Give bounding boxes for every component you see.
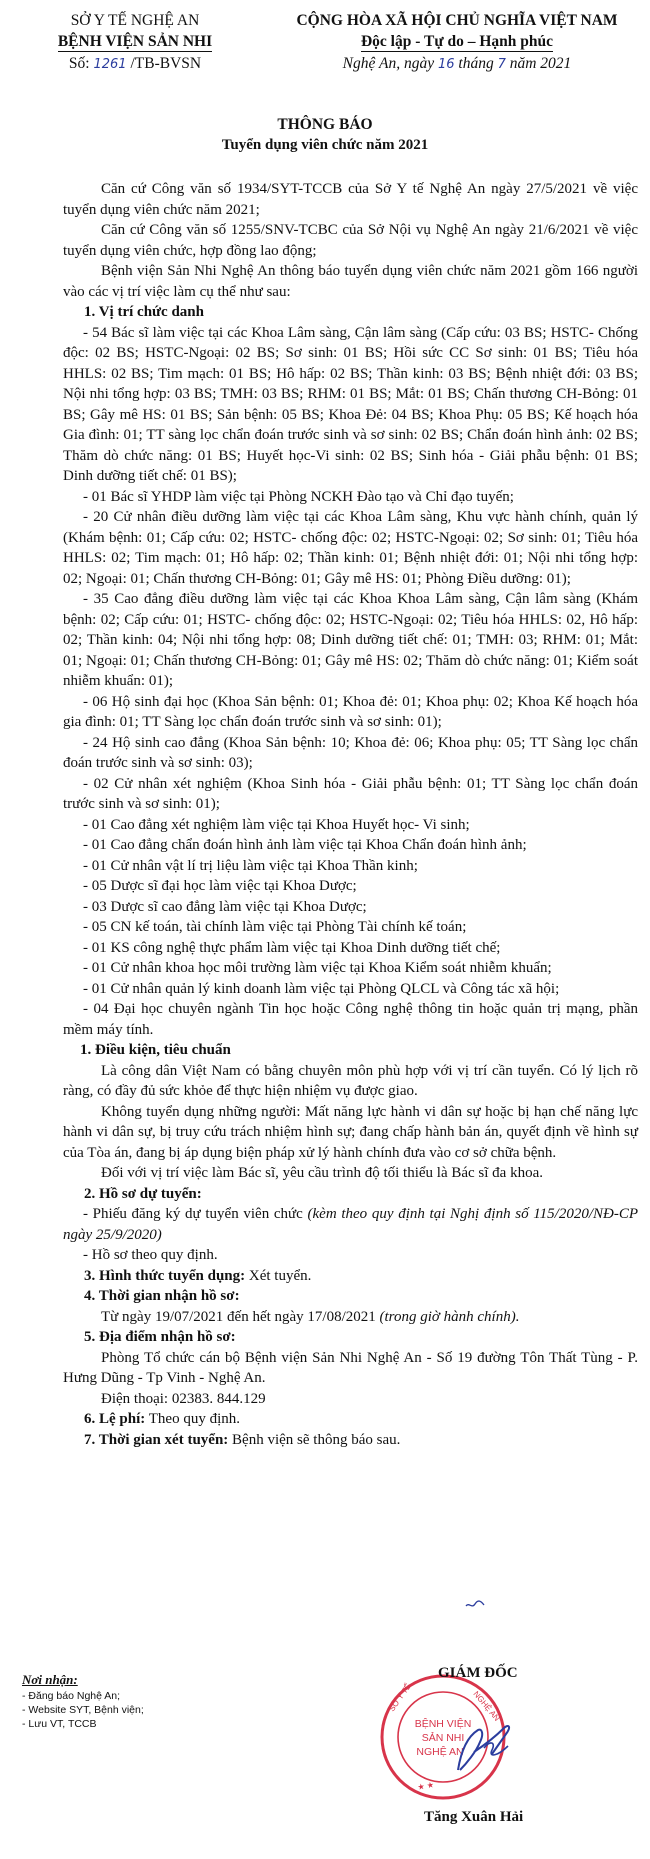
signer-title: GIÁM ĐỐC xyxy=(438,1665,518,1681)
intro-paragraph: Căn cứ Công văn số 1934/SYT-TCCB của Sở Y tế Nghệ An ngày 27/5/2021 về việc tuyển dụng viên chức năm 2021; xyxy=(63,181,638,218)
position-item: - 01 Cử nhân khoa học môi trường làm việc tại Khoa Kiểm soát nhiễm khuẩn; xyxy=(83,960,552,976)
issue-date xyxy=(272,53,642,75)
date-month: 7 xyxy=(497,57,506,72)
date-mid: tháng xyxy=(454,55,498,72)
section-heading-positions: 1. Vị trí chức danh xyxy=(84,304,204,320)
position-item: - 20 Cử nhân điều dưỡng làm việc tại các Khoa Lâm sàng, Khu vực hành chính, quản lý (Khám bệnh: 01; Cấp cứu: 02; HSTC- chống độc: 02; HSTC-Ngoại: 02; Sơ sinh: 01; Tiêu hóa HHLS: 02; Tim mạch: 01; Hô hấp: 02; Thần kinh: 01; Bệnh nhiệt đới: 01; Nội nhi tổng hợp: 02; Ngoại: 01; Chấn thương CH-Bỏng: 01; Gây mê HS: 01; Phòng Điều dưỡng: 01); xyxy=(63,509,638,587)
issuer-parent-org: SỞ Y TẾ NGHỆ AN xyxy=(70,12,200,29)
time-text xyxy=(63,1307,638,1328)
recipient-item: - Đăng báo Nghệ An; xyxy=(22,1690,121,1702)
svg-text:SỞ Y TẾ: SỞ Y TẾ xyxy=(387,1681,413,1714)
position-item: - 01 KS công nghệ thực phẩm làm việc tại Khoa Dinh dưỡng tiết chế; xyxy=(83,939,501,956)
phone-text: Điện thoại: 02383. 844.129 xyxy=(101,1390,266,1407)
position-item: - 04 Đại học chuyên ngành Tin học hoặc Công nghệ thông tin hoặc quản trị mạng, phần mềm máy tính. xyxy=(63,1001,638,1038)
document-number xyxy=(20,53,250,75)
svg-text:★ ★: ★ ★ xyxy=(416,1780,435,1792)
recipients-block xyxy=(22,1673,252,1731)
place-text: Phòng Tổ chức cán bộ Bệnh viện Sản Nhi Nghệ An - Số 19 đường Tôn Thất Tùng - P. Hưng Dũng - Tp Vinh - Nghệ An. xyxy=(63,1349,638,1386)
issuer-block xyxy=(20,10,250,75)
section-heading-conditions: 1. Điều kiện, tiêu chuẩn xyxy=(80,1042,231,1058)
seal-text: NGHỆ AN xyxy=(416,1746,464,1758)
nation-name: CỘNG HÒA XÃ HỘI CHỦ NGHĨA VIỆT NAM xyxy=(296,12,618,29)
intro-paragraph: Bệnh viện Sản Nhi Nghệ An thông báo tuyển dụng viên chức năm 2021 gồm 166 người vào các vị trí việc làm cụ thể như sau: xyxy=(63,263,638,300)
section-heading-place: 5. Địa điểm nhận hồ sơ: xyxy=(84,1329,236,1345)
document-subtitle: Tuyển dụng viên chức năm 2021 xyxy=(221,137,429,153)
seal-text: SẢN NHI xyxy=(421,1732,465,1744)
fee-value: Theo quy định. xyxy=(145,1411,240,1427)
section-fee xyxy=(63,1409,638,1430)
date-suffix: năm 2021 xyxy=(505,55,572,72)
doc-no-handwritten: 1261 xyxy=(93,57,127,72)
position-item: - 35 Cao đẳng điều dưỡng làm việc tại các Khoa Khoa Lâm sàng, Cận lâm sàng (Khám bệnh: 02; Cấp cứu: 01; HSTC- chống độc: 02; HSTC-Ngoại: 02; Tiêu hóa HHLS: 02, Hô hấp: 02; Thần kinh: 04; Nội nhi tổng hợp: 08; Dinh dưỡng tiết chế: 01; TMH: 03; RHM: 01; Mắt: 01; Ngoại: 01; Chấn thương CH-Bỏng: 01; Gây mê HS: 02; Thăm dò chức năng: 01; Kiểm soát nhiễm khuẩn: 01); xyxy=(63,591,638,689)
recruit-form-value: Xét tuyển. xyxy=(245,1267,312,1284)
position-item: - 24 Hộ sinh cao đẳng (Khoa Sản bệnh: 10; Khoa đẻ: 06; Khoa phụ: 05; TT Sàng lọc chẩn đoán trước sinh và sơ sinh: 03); xyxy=(63,734,638,771)
doc-no-prefix: Số: xyxy=(68,55,94,72)
section-recruit-form xyxy=(63,1266,638,1287)
dossier-item-text: - Phiếu đăng ký dự tuyển viên chức xyxy=(83,1206,308,1222)
position-item: - 01 Cao đẳng xét nghiệm làm việc tại Khoa Huyết học- Vi sinh; xyxy=(83,816,470,833)
seal-text: BỆNH VIỆN xyxy=(414,1718,472,1730)
position-item: - 01 Cao đẳng chẩn đoán hình ảnh làm việc tại Khoa Chẩn đoán hình ảnh; xyxy=(83,837,527,853)
recipient-item: - Website SYT, Bệnh viện; xyxy=(22,1704,144,1716)
national-motto: Độc lập - Tự do – Hạnh phúc xyxy=(360,33,554,50)
position-item: - 02 Cử nhân xét nghiệm (Khoa Sinh hóa - Giải phẫu bệnh: 01; TT Sàng lọc chẩn đoán trước sinh và sơ sinh: 01); xyxy=(63,775,638,812)
dossier-item: - Hồ sơ theo quy định. xyxy=(83,1247,218,1263)
svg-text:NGHỆ AN: NGHỆ AN xyxy=(471,1689,502,1723)
doc-no-suffix: /TB-BVSN xyxy=(126,55,202,72)
dossier-item xyxy=(63,1204,638,1245)
date-prefix: Nghệ An, ngày xyxy=(342,55,438,72)
condition-paragraph: Đối với vị trí việc làm Bác sĩ, yêu cầu trình độ tối thiểu là Bác sĩ đa khoa. xyxy=(101,1165,543,1181)
position-item: - 01 Bác sĩ YHDP làm việc tại Phòng NCKH Đào tạo và Chỉ đạo tuyến; xyxy=(83,488,514,505)
fee-label: 6. Lệ phí: xyxy=(84,1411,146,1427)
condition-paragraph: Không tuyển dụng những người: Mất năng lực hành vi dân sự hoặc bị hạn chế năng lực hành vi dân sự, bị truy cứu trách nhiệm hình sự; đang chấp hành bản án, quyết định về hình sự của Tòa án, đang bị áp dụng biện pháp xử lý hành chính đưa vào cơ sở chữa bệnh. xyxy=(63,1103,638,1161)
section-heading-dossier: 2. Hồ sơ dự tuyển: xyxy=(84,1185,202,1202)
position-item: - 06 Hộ sinh đại học (Khoa Sản bệnh: 01; Khoa đẻ: 01; Khoa phụ: 02; Khoa Kế hoạch hóa gia đình: 01; TT Sàng lọc chẩn đoán trước sinh và sơ sinh: 01); xyxy=(63,693,638,730)
document-body xyxy=(63,179,638,1450)
date-day: 16 xyxy=(437,57,455,72)
section-review-time xyxy=(63,1430,638,1451)
position-item: - 05 CN kế toán, tài chính làm việc tại Phòng Tài chính kế toán; xyxy=(83,919,467,935)
position-item: - 01 Cử nhân quản lý kinh doanh làm việc tại Phòng QLCL và Công tác xã hội; xyxy=(83,980,560,997)
condition-paragraph: Là công dân Việt Nam có bằng chuyên môn phù hợp với vị trí cần tuyển. Có lý lịch rõ ràng, có đầy đủ sức khỏe để thực hiện nhiệm vụ được giao. xyxy=(63,1062,638,1099)
position-item: - 54 Bác sĩ làm việc tại các Khoa Lâm sàng, Cận lâm sàng (Cấp cứu: 03 BS; HSTC- Chống độc: 02 BS; HSTC-Ngoại: 02 BS; Sơ sinh: 01 BS; Hồi sức CC Sơ sinh: 01 BS; Tiêu hóa HHLS: 02 BS; Tim mạch: 01 BS; Hô hấp: 02 BS; Thần kinh: 03 BS; Bệnh nhiệt đới: 03 BS; Nội nhi tổng hợp: 03 BS; TMH: 03 BS; RHM: 01 BS; Mắt: 01 BS; Chấn thương CH-Bỏng: 01 BS; Gây mê HS: 01 BS; Sản bệnh: 05 BS; Khoa Đẻ: 04 BS; Khoa Phụ: 05 BS; Kế hoạch hóa Gia đình: 01; TT sàng lọc chẩn đoán trước sinh và sơ sinh: 02 BS; Chẩn đoán hình ảnh: 02 BS; Thăm dò chức năng: 01 BS; Huyết học-Vi sinh: 02 BS; Sinh hóa - Giải phẫu bệnh: 01 BS; Dinh dưỡng tiết chế: 01 BS); xyxy=(63,324,638,484)
intro-paragraph: Căn cứ Công văn số 1255/SNV-TCBC của Sở Nội vụ Nghệ An ngày 21/6/2021 về việc tuyển dụng viên chức, hợp đồng lao động; xyxy=(63,222,638,259)
signer-name: Tăng Xuân Hải xyxy=(424,1809,524,1825)
position-item: - 05 Dược sĩ đại học làm việc tại Khoa Dược; xyxy=(83,878,357,894)
position-item: - 03 Dược sĩ cao đẳng làm việc tại Khoa Dược; xyxy=(83,898,367,915)
time-range: Từ ngày 19/07/2021 đến hết ngày 17/08/2021 xyxy=(101,1308,380,1325)
time-note: (trong giờ hành chính). xyxy=(379,1308,520,1325)
recruit-form-label: 3. Hình thức tuyển dụng: xyxy=(84,1267,246,1284)
section-heading-time: 4. Thời gian nhận hồ sơ: xyxy=(84,1288,240,1304)
document-title: THÔNG BÁO xyxy=(277,116,373,133)
issuer-org: BỆNH VIỆN SẢN NHI xyxy=(57,33,213,50)
recipient-item: - Lưu VT, TCCB xyxy=(22,1718,97,1730)
dossier-item-note: (kèm theo quy định tại Nghị định số 115/2020/NĐ-CP ngày 25/9/2020) xyxy=(63,1206,639,1243)
recipients-heading: Nơi nhận: xyxy=(22,1672,78,1687)
position-item: - 01 Cử nhân vật lí trị liệu làm việc tại Khoa Thần kinh; xyxy=(83,857,418,874)
handwritten-mark-icon xyxy=(465,1599,485,1611)
signature-icon xyxy=(400,1690,540,1790)
national-header xyxy=(272,10,642,75)
review-value: Bệnh viện sẽ thông báo sau. xyxy=(228,1431,401,1448)
review-label: 7. Thời gian xét tuyển: xyxy=(84,1431,229,1448)
